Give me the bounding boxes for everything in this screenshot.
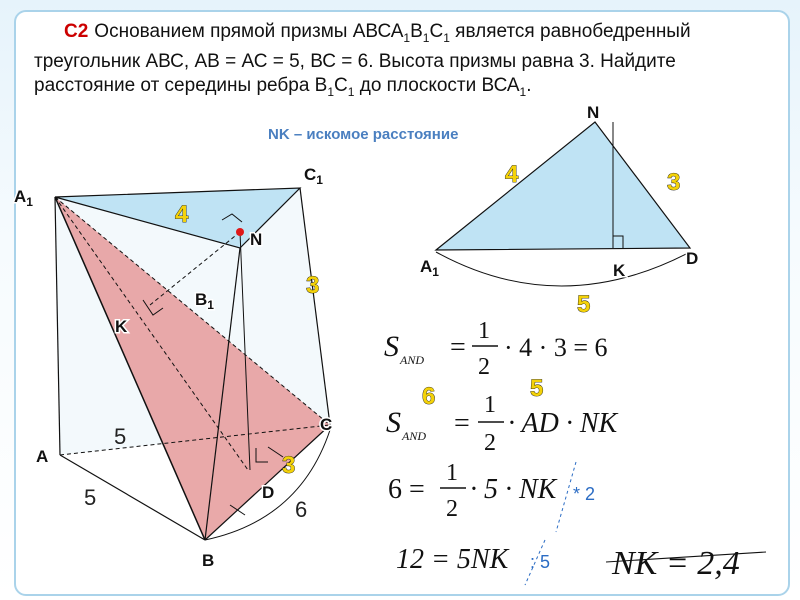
problem-text-e: С xyxy=(334,74,348,96)
label-d: D xyxy=(262,483,275,502)
formula-3 xyxy=(388,460,595,522)
prism-number-3-low: 3 xyxy=(282,452,296,479)
svg-text:* 2: * 2 xyxy=(573,484,596,504)
tri-number-4: 4 xyxy=(505,161,519,188)
svg-text:AND: AND xyxy=(400,353,424,367)
label-a1: $A_1$ xyxy=(14,187,33,209)
svg-text:· 4 · 3 = 6: · 4 · 3 = 6 xyxy=(504,333,608,362)
svg-text:: 5: : 5 xyxy=(530,552,551,572)
prism-number-3-edge: 3 xyxy=(306,272,320,299)
svg-text:6: 6 xyxy=(422,383,436,410)
prism-number-5-left: 5 xyxy=(84,485,97,510)
sub-1d: 1 xyxy=(327,84,335,99)
svg-text:· 5 · NK: · 5 · NK xyxy=(470,474,557,505)
svg-text:S: S xyxy=(386,406,401,439)
svg-text:5: 5 xyxy=(530,375,544,402)
prism-number-5-ab: 5 xyxy=(114,424,127,449)
prism-number-4: 4 xyxy=(175,201,189,228)
formula-4 xyxy=(396,544,550,575)
sub-1a: 1 xyxy=(403,30,411,45)
sub-1e: 1 xyxy=(347,84,355,99)
prism-number-6: 6 xyxy=(295,497,308,522)
tri-number-3: 3 xyxy=(667,169,681,196)
tri-number-5: 5 xyxy=(577,291,591,318)
label-k: K xyxy=(115,317,128,336)
triangle-and xyxy=(436,122,690,250)
svg-text:=: = xyxy=(450,332,466,363)
tri-label-k: K xyxy=(613,261,626,280)
problem-text-b: В xyxy=(410,21,423,42)
svg-text:12 = 5NK: 12 = 5NK xyxy=(396,544,509,575)
formula-2 xyxy=(386,375,618,456)
formula-1 xyxy=(384,318,607,380)
svg-text:=: = xyxy=(454,408,470,439)
svg-text:1: 1 xyxy=(478,318,490,344)
point-n xyxy=(236,228,244,236)
svg-text:2: 2 xyxy=(484,430,496,456)
problem-text-a: Основанием прямой призмы АВСА xyxy=(94,21,404,42)
label-b: B xyxy=(202,551,215,570)
sub-1f: 1 xyxy=(519,84,527,99)
sub-1c: 1 xyxy=(443,30,450,45)
svg-text:1: 1 xyxy=(446,460,458,486)
problem-tag: С2 xyxy=(64,21,89,42)
tri-label-n: N xyxy=(587,103,600,122)
problem-text-f: до плоскости ВСА xyxy=(354,74,520,96)
nk-note: NK – искомое расстояние xyxy=(268,126,459,143)
svg-text:· AD · NK: · AD · NK xyxy=(508,408,618,439)
svg-text:1: 1 xyxy=(484,392,496,418)
label-a: A xyxy=(36,447,49,466)
label-b1: $B_1$ xyxy=(195,290,214,312)
sub-1b: 1 xyxy=(422,30,430,45)
svg-text:S: S xyxy=(384,330,399,363)
svg-text:2: 2 xyxy=(478,354,490,380)
problem-text-g: . xyxy=(526,74,532,96)
svg-text:NK = 2,4: NK = 2,4 xyxy=(612,545,740,582)
label-n: N xyxy=(250,230,263,249)
svg-text:2: 2 xyxy=(446,496,458,522)
tri-label-a1: $A_1$ xyxy=(420,257,439,279)
problem-text-c: С xyxy=(429,21,444,42)
problem-text-d: является равнобедренный треугольник АВС, АВ = АС = 5, ВС = 6. Высота призмы равна 3. Найдите расстояние от середины ребра В xyxy=(34,21,691,96)
answer xyxy=(606,545,766,582)
label-c1: $C_1$ xyxy=(304,165,323,187)
tri-label-d: D xyxy=(686,249,699,268)
label-c: C xyxy=(320,415,333,434)
svg-text:6 =: 6 = xyxy=(388,474,425,505)
arc-ad xyxy=(436,252,690,286)
svg-text:AND: AND xyxy=(402,429,426,443)
